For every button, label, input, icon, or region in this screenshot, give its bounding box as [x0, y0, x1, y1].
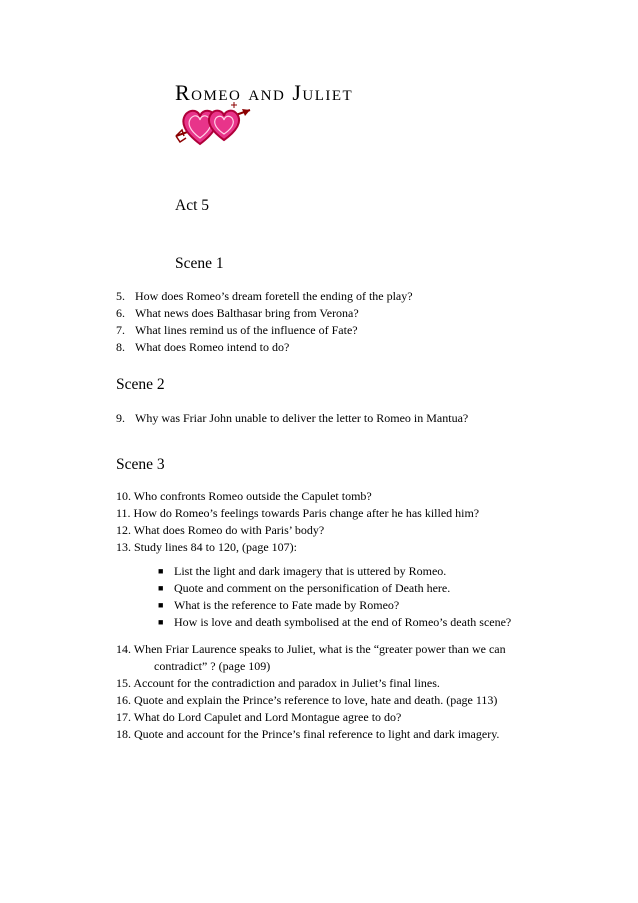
hearts-arrow-icon [172, 100, 254, 148]
list-item: ■ How is love and death symbolised at the end of Romeo’s death scene? [158, 615, 512, 629]
scene1-heading: Scene 1 [175, 255, 224, 272]
document-title: Romeo and Juliet [175, 80, 354, 105]
list-item: 18. Quote and account for the Prince’s final reference to light and dark imagery. [116, 727, 500, 741]
list-item: ■ List the light and dark imagery that is uttered by Romeo. [158, 564, 447, 578]
scene2-heading: Scene 2 [116, 376, 165, 393]
list-item: 16. Quote and explain the Prince’s reference to love, hate and death. (page 113) [116, 693, 498, 707]
list-item: 17. What do Lord Capulet and Lord Montague agree to do? [116, 710, 402, 724]
list-item: 10. Who confronts Romeo outside the Capulet tomb? [116, 489, 372, 503]
list-item: 5. How does Romeo’s dream foretell the ending of the play? [116, 289, 413, 303]
scene1-question-list [116, 288, 586, 356]
list-item: 8. What does Romeo intend to do? [116, 340, 290, 354]
list-item: ■ What is the reference to Fate made by Romeo? [158, 598, 400, 612]
square-bullet-icon: ■ [158, 600, 164, 610]
list-item: 6. What news does Balthasar bring from Verona? [116, 306, 359, 320]
scene3-bullet-list [158, 563, 588, 631]
square-bullet-icon: ■ [158, 566, 164, 576]
scene3-heading: Scene 3 [116, 456, 165, 473]
list-item: 15. Account for the contradiction and paradox in Juliet’s final lines. [116, 676, 440, 690]
square-bullet-icon: ■ [158, 617, 164, 627]
list-item: 12. What does Romeo do with Paris’ body? [116, 523, 325, 537]
scene3-question-list-a [116, 488, 586, 556]
list-item: 9. Why was Friar John unable to deliver the letter to Romeo in Mantua? [116, 411, 469, 425]
scene2-question-list [116, 410, 586, 427]
act-heading: Act 5 [175, 197, 210, 214]
scene3-question-list-b [116, 641, 546, 743]
list-item: 14. When Friar Laurence speaks to Juliet, what is the “greater power than we can contradict” ? (page 109) [116, 642, 506, 673]
list-item: ■ Quote and comment on the personification of Death here. [158, 581, 451, 595]
list-item: 11. How do Romeo’s feelings towards Paris change after he has killed him? [116, 506, 480, 520]
square-bullet-icon: ■ [158, 583, 164, 593]
list-item: 7. What lines remind us of the influence of Fate? [116, 323, 358, 337]
list-item: 13. Study lines 84 to 120, (page 107): [116, 540, 297, 554]
